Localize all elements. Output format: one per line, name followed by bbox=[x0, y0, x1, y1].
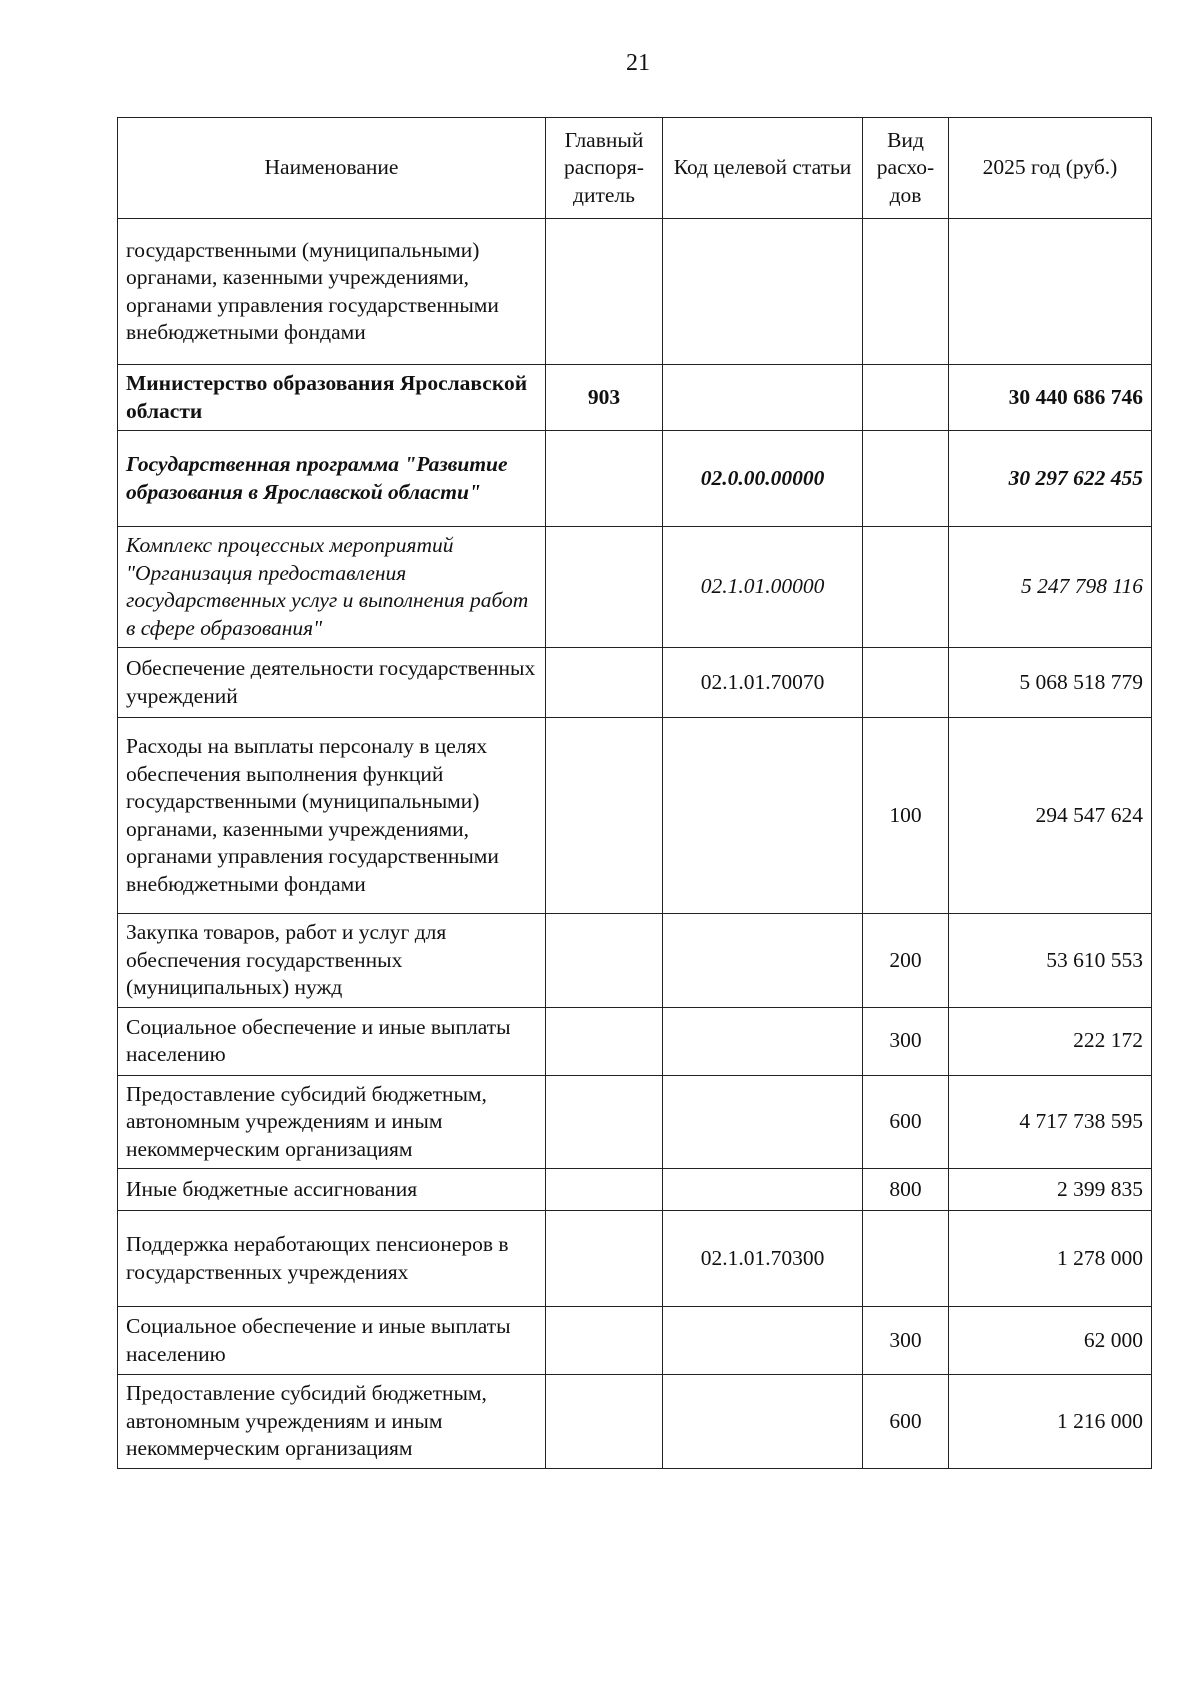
cell-code: 02.1.01.00000 bbox=[663, 527, 863, 648]
cell-name: Поддержка неработающих пенсионеров в государственных учреждениях bbox=[118, 1211, 546, 1307]
cell-expense-type bbox=[863, 431, 949, 527]
cell-expense-type bbox=[863, 219, 949, 365]
cell-amount: 4 717 738 595 bbox=[949, 1075, 1152, 1169]
table-row bbox=[118, 718, 1152, 914]
table-row bbox=[118, 1375, 1152, 1469]
cell-amount: 53 610 553 bbox=[949, 914, 1152, 1008]
cell-expense-type bbox=[863, 365, 949, 431]
cell-amount: 5 247 798 116 bbox=[949, 527, 1152, 648]
table-row bbox=[118, 527, 1152, 648]
cell-admin bbox=[546, 1211, 663, 1307]
table-row bbox=[118, 914, 1152, 1008]
cell-admin bbox=[546, 1375, 663, 1469]
cell-expense-type bbox=[863, 1211, 949, 1307]
cell-expense-type: 100 bbox=[863, 718, 949, 914]
cell-code: 02.1.01.70070 bbox=[663, 648, 863, 718]
cell-code bbox=[663, 1375, 863, 1469]
cell-expense-type: 300 bbox=[863, 1307, 949, 1375]
cell-name: государственными (муниципальными) органами, казенными учреждениями, органами управления государственными внебюджетными фондами bbox=[118, 219, 546, 365]
cell-amount: 222 172 bbox=[949, 1007, 1152, 1075]
cell-admin bbox=[546, 431, 663, 527]
cell-name: Государственная программа "Развитие образования в Ярославской области" bbox=[118, 431, 546, 527]
cell-amount: 30 440 686 746 bbox=[949, 365, 1152, 431]
cell-admin bbox=[546, 648, 663, 718]
cell-name: Предоставление субсидий бюджетным, автономным учреждениям и иным некоммерческим организациям bbox=[118, 1375, 546, 1469]
cell-code: 02.1.01.70300 bbox=[663, 1211, 863, 1307]
cell-admin bbox=[546, 1169, 663, 1211]
cell-code bbox=[663, 1007, 863, 1075]
cell-name: Министерство образования Ярославской области bbox=[118, 365, 546, 431]
cell-admin bbox=[546, 1007, 663, 1075]
cell-code bbox=[663, 365, 863, 431]
cell-admin bbox=[546, 219, 663, 365]
cell-name: Социальное обеспечение и иные выплаты населению bbox=[118, 1007, 546, 1075]
cell-amount: 2 399 835 bbox=[949, 1169, 1152, 1211]
cell-admin bbox=[546, 718, 663, 914]
cell-amount: 30 297 622 455 bbox=[949, 431, 1152, 527]
cell-name: Комплекс процессных мероприятий "Организация предоставления государственных услуг и выполнения работ в сфере образования" bbox=[118, 527, 546, 648]
table-row bbox=[118, 365, 1152, 431]
cell-name: Иные бюджетные ассигнования bbox=[118, 1169, 546, 1211]
table-row bbox=[118, 1007, 1152, 1075]
cell-name: Социальное обеспечение и иные выплаты населению bbox=[118, 1307, 546, 1375]
header-type: Вид расхо-дов bbox=[863, 118, 949, 219]
cell-amount: 1 278 000 bbox=[949, 1211, 1152, 1307]
cell-name: Обеспечение деятельности государственных учреждений bbox=[118, 648, 546, 718]
cell-code bbox=[663, 718, 863, 914]
header-admin: Главный распоря-дитель bbox=[546, 118, 663, 219]
cell-admin bbox=[546, 1075, 663, 1169]
cell-expense-type: 600 bbox=[863, 1375, 949, 1469]
cell-admin bbox=[546, 1307, 663, 1375]
cell-expense-type: 800 bbox=[863, 1169, 949, 1211]
cell-code bbox=[663, 1075, 863, 1169]
page-number: 21 bbox=[626, 50, 650, 76]
cell-amount bbox=[949, 219, 1152, 365]
table-row bbox=[118, 431, 1152, 527]
table-row bbox=[118, 1075, 1152, 1169]
header-amount: 2025 год (руб.) bbox=[949, 118, 1152, 219]
cell-expense-type bbox=[863, 527, 949, 648]
cell-amount: 62 000 bbox=[949, 1307, 1152, 1375]
cell-code bbox=[663, 219, 863, 365]
table-header-row bbox=[118, 118, 1152, 219]
cell-name: Закупка товаров, работ и услуг для обеспечения государственных (муниципальных) нужд bbox=[118, 914, 546, 1008]
table-row bbox=[118, 648, 1152, 718]
cell-expense-type: 200 bbox=[863, 914, 949, 1008]
table-row bbox=[118, 1169, 1152, 1211]
cell-name: Предоставление субсидий бюджетным, автономным учреждениям и иным некоммерческим организациям bbox=[118, 1075, 546, 1169]
cell-amount: 294 547 624 bbox=[949, 718, 1152, 914]
cell-code bbox=[663, 1307, 863, 1375]
cell-admin bbox=[546, 527, 663, 648]
cell-amount: 1 216 000 bbox=[949, 1375, 1152, 1469]
header-code: Код целевой статьи bbox=[663, 118, 863, 219]
cell-code bbox=[663, 914, 863, 1008]
table-row bbox=[118, 1211, 1152, 1307]
cell-code bbox=[663, 1169, 863, 1211]
cell-name: Расходы на выплаты персоналу в целях обеспечения выполнения функций государственными (муниципальными) органами, казенными учреждениями, органами управления государственными внебюджетными фондами bbox=[118, 718, 546, 914]
budget-table bbox=[117, 117, 1152, 1469]
table-row bbox=[118, 219, 1152, 365]
cell-admin bbox=[546, 914, 663, 1008]
cell-code: 02.0.00.00000 bbox=[663, 431, 863, 527]
table-row bbox=[118, 1307, 1152, 1375]
table-body bbox=[118, 219, 1152, 1469]
cell-expense-type: 300 bbox=[863, 1007, 949, 1075]
header-name: Наименование bbox=[118, 118, 546, 219]
cell-expense-type bbox=[863, 648, 949, 718]
cell-admin: 903 bbox=[546, 365, 663, 431]
cell-amount: 5 068 518 779 bbox=[949, 648, 1152, 718]
cell-expense-type: 600 bbox=[863, 1075, 949, 1169]
